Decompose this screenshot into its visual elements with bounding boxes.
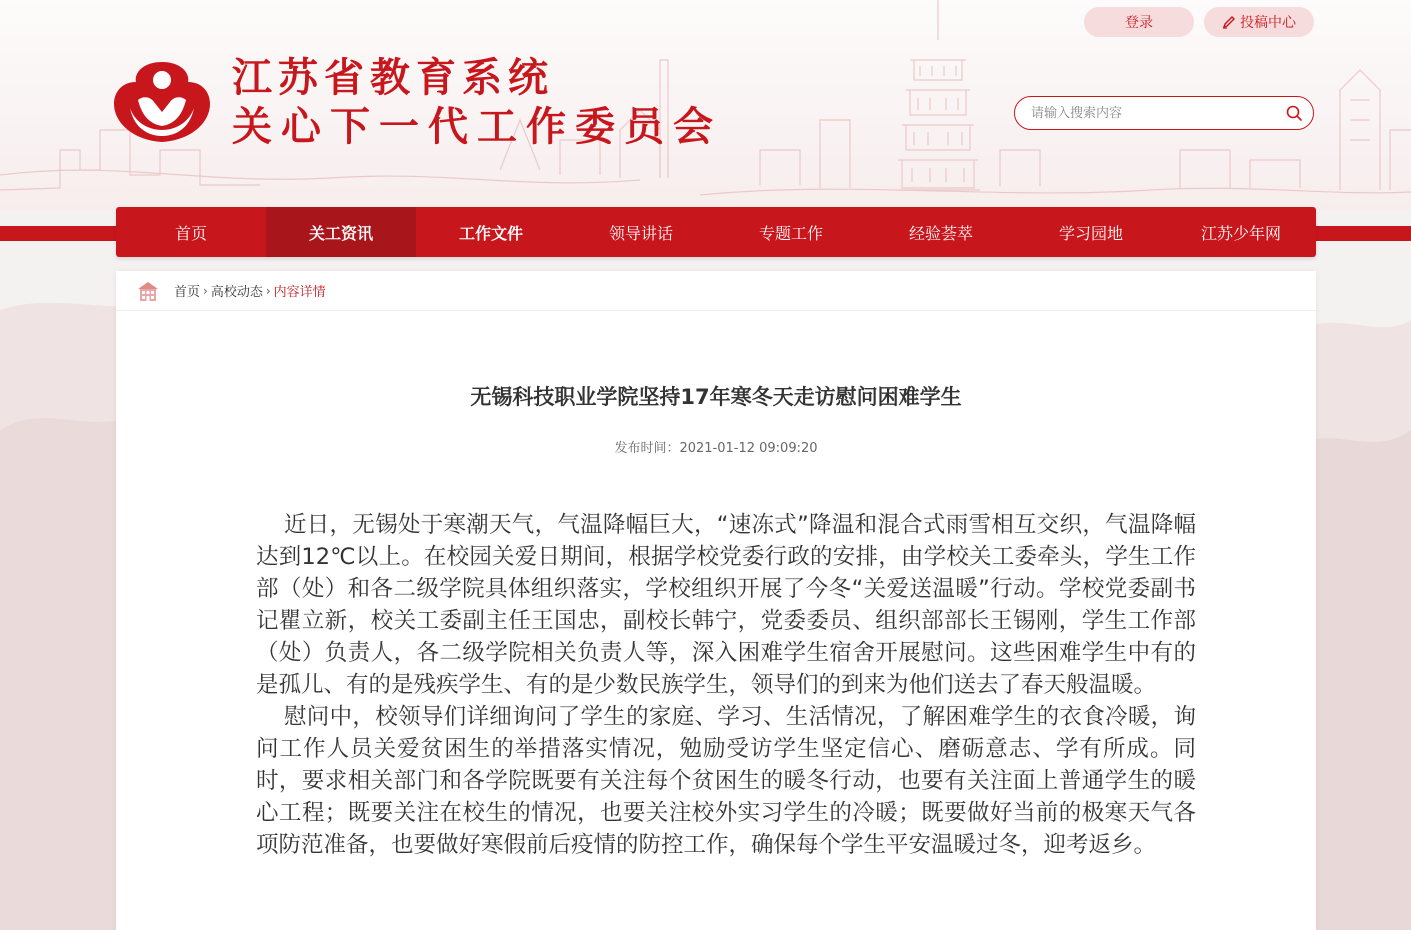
article-paragraph: 近日，无锡处于寒潮天气，气温降幅巨大，“速冻式”降温和混合式雨雪相互交织，气温降幅达到12℃以上。在校园关爱日期间，根据学校党委行政的安排，由学校关工委牵头，学生工作部（处）和各二级学院具体组织落实，学校组织开展了今冬“关爱送温暖”行动。学校党委副书记瞿立新，校关工委副主任王国忠，副校长韩宁，党委委员、组织部部长王锡刚，学生工作部（处）负责人，各二级学院相关负责人等，深入困难学生宿舍开展慰问。这些困难学生中有的是孤儿、有的是残疾学生、有的是少数民族学生，领导们的到来为他们送去了春天般温暖。 bbox=[256, 512, 1196, 698]
breadcrumb-section[interactable]: 高校动态 bbox=[210, 285, 263, 300]
search-box bbox=[1014, 96, 1314, 130]
article-body bbox=[256, 509, 1196, 861]
site-title-line2: 关心下一代工作委员会 bbox=[232, 103, 722, 150]
nav-label: 领导讲话 bbox=[608, 223, 673, 243]
logo-emblem-icon[interactable] bbox=[112, 56, 212, 146]
nav-label: 关工资讯 bbox=[308, 223, 373, 243]
nav-item-news[interactable] bbox=[266, 207, 416, 257]
nav-label: 学习园地 bbox=[1058, 223, 1123, 243]
login-button[interactable] bbox=[1084, 7, 1194, 37]
nav-label: 工作文件 bbox=[458, 223, 523, 243]
search-icon[interactable] bbox=[1285, 104, 1303, 122]
nav-label: 经验荟萃 bbox=[908, 223, 973, 243]
contribute-center-button[interactable] bbox=[1204, 7, 1314, 37]
breadcrumb-home[interactable]: 首页 bbox=[174, 285, 201, 300]
breadcrumb-current: 内容详情 bbox=[273, 285, 326, 300]
nav-item-learning[interactable] bbox=[1016, 207, 1166, 257]
chevron-right-icon: › bbox=[265, 283, 271, 298]
nav-item-youth-net[interactable] bbox=[1166, 207, 1316, 257]
nav-label: 专题工作 bbox=[758, 223, 823, 243]
article-title: 无锡科技职业学院坚持17年寒冬天走访慰问困难学生 bbox=[470, 385, 962, 409]
chevron-right-icon: › bbox=[203, 283, 208, 298]
nav-item-speeches[interactable] bbox=[566, 207, 716, 257]
nav-item-special-work[interactable] bbox=[716, 207, 866, 257]
contribute-label: 投稿中心 bbox=[1240, 15, 1296, 31]
nav-label: 首页 bbox=[174, 223, 207, 243]
search-input[interactable] bbox=[1031, 106, 1285, 121]
nav-label: 江苏少年网 bbox=[1200, 223, 1281, 243]
nav-item-home[interactable] bbox=[116, 207, 266, 257]
breadcrumb bbox=[116, 271, 1316, 311]
main-nav bbox=[116, 207, 1316, 257]
nav-item-documents[interactable] bbox=[416, 207, 566, 257]
building-icon bbox=[136, 279, 160, 303]
site-title-line1: 江苏省教育系统 bbox=[232, 54, 554, 101]
publish-time: 发布时间：2021-01-12 09:09:20 bbox=[614, 441, 818, 456]
article-paragraph: 慰问中，校领导们详细询问了学生的家庭、学习、生活情况，了解困难学生的衣食冷暖，询问工作人员关爱贫困生的举措落实情况，勉励受访学生坚定信心、磨砺意志、学有所成。同时，要求相关部门和各学院既要有关注每个贫困生的暖冬行动，也要有关注面上普通学生的暖心工程；既要关注在校生的情况，也要关注校外实习学生的冷暖；既要做好当前的极寒天气各项防范准备，也要做好寒假前后疫情的防控工作，确保每个学生平安温暖过冬，迎考返乡。 bbox=[256, 704, 1196, 858]
content-panel bbox=[116, 271, 1316, 930]
login-label: 登录 bbox=[1125, 15, 1153, 31]
pen-icon bbox=[1222, 15, 1236, 29]
nav-item-experience[interactable] bbox=[866, 207, 1016, 257]
